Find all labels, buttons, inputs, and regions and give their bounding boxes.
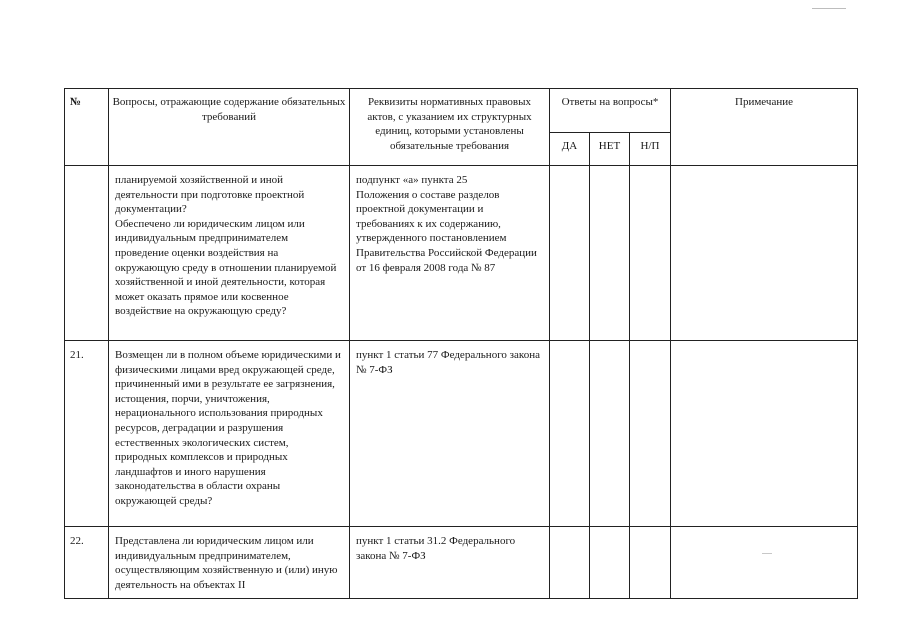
- answer-na-cell[interactable]: [630, 166, 671, 341]
- answer-na-cell[interactable]: [630, 341, 671, 527]
- header-requisites: Реквизиты нормативных правовых актов, с указанием их структурных единиц, которыми установлены обязательные требования: [350, 89, 550, 166]
- answer-na-cell[interactable]: [630, 527, 671, 599]
- header-question: Вопросы, отражающие содержание обязательных требований: [109, 89, 350, 166]
- header-answers: Ответы на вопросы*: [550, 89, 671, 133]
- header-no: НЕТ: [590, 133, 630, 166]
- row-number: 22.: [65, 527, 109, 599]
- row-question: Представлена ли юридическим лицом или индивидуальным предпринимателем, осуществляющим хозяйственную и (или) иную деятельность на объектах II: [109, 527, 350, 599]
- row-question: планируемой хозяйственной и иной деятельности при подготовке проектной документации? Обеспечено ли юридическим лицом или индивидуальным предпринимателем проведение оценки воздействия на окружающую среду в отношении планируемой хозяйственной и иной деятельности, которая может оказать прямое или косвенное воздействие на окружающую среду?: [109, 166, 350, 341]
- answer-yes-cell[interactable]: [550, 166, 590, 341]
- answer-no-cell[interactable]: [590, 166, 630, 341]
- answer-no-cell[interactable]: [590, 527, 630, 599]
- scan-mark: [812, 8, 846, 9]
- row-number: [65, 166, 109, 341]
- checklist-table: [64, 88, 858, 599]
- header-na: Н/П: [630, 133, 671, 166]
- row-number: 21.: [65, 341, 109, 527]
- table-row: [65, 341, 858, 527]
- note-cell[interactable]: [671, 341, 858, 527]
- header-yes: ДА: [550, 133, 590, 166]
- header-num: №: [65, 89, 109, 166]
- row-requisites: подпункт «а» пункта 25 Положения о составе разделов проектной документации и требованиях к их содержанию, утвержденного постановлением Правительства Российской Федерации от 16 февраля 2008 года № 87: [350, 166, 550, 341]
- answer-yes-cell[interactable]: [550, 527, 590, 599]
- answer-no-cell[interactable]: [590, 341, 630, 527]
- note-cell[interactable]: [671, 166, 858, 341]
- row-question: Возмещен ли в полном объеме юридическими и физическими лицами вред окружающей среде, причиненный ими в результате ее загрязнения, истощения, порчи, уничтожения, нерационального использования природных ресурсов, деградации и разрушения естественных экологических систем, природных комплексов и природных ландшафтов и иного нарушения законодательства в области охраны окружающей среды?: [109, 341, 350, 527]
- table-row: [65, 527, 858, 599]
- row-requisites: пункт 1 статьи 77 Федерального закона № 7-ФЗ: [350, 341, 550, 527]
- note-cell[interactable]: [671, 527, 858, 599]
- answer-yes-cell[interactable]: [550, 341, 590, 527]
- row-requisites: пункт 1 статьи 31.2 Федерального закона № 7-ФЗ: [350, 527, 550, 599]
- table-row: [65, 166, 858, 341]
- header-note: Примечание: [671, 89, 858, 166]
